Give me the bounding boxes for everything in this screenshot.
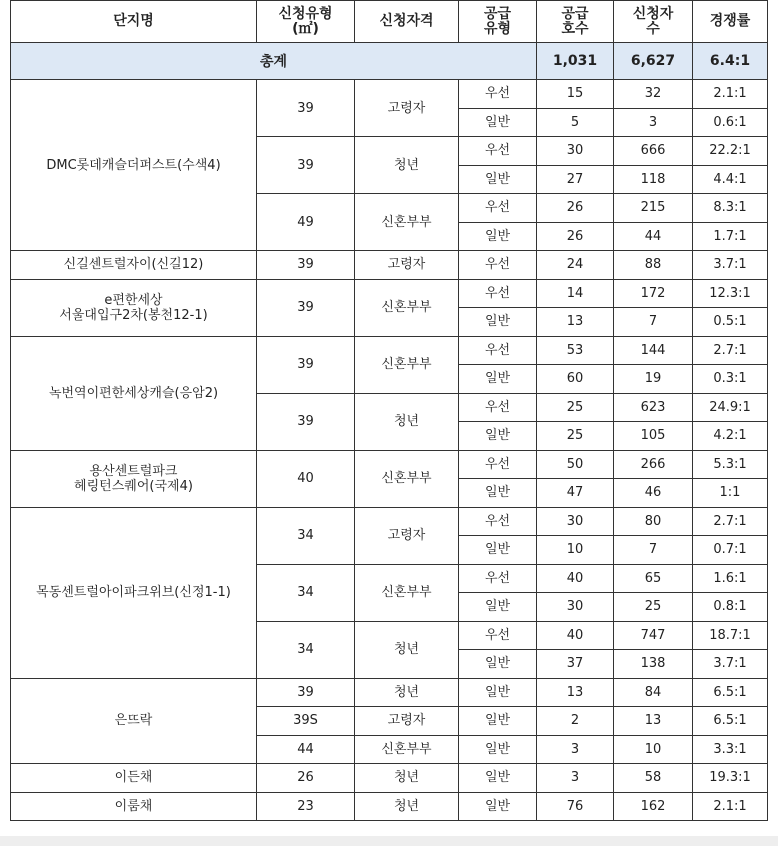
applicants-cell: 32: [614, 80, 693, 109]
supply-type-cell: 일반: [459, 678, 537, 707]
rate-cell: 8.3:1: [693, 194, 768, 223]
applicants-cell: 84: [614, 678, 693, 707]
qualification-cell: 고령자: [355, 251, 459, 280]
supply-type-cell: 우선: [459, 450, 537, 479]
units-cell: 76: [537, 792, 614, 821]
header-supply-type: [459, 1, 537, 43]
total-label: 총계: [11, 43, 537, 80]
applicants-cell: 162: [614, 792, 693, 821]
units-cell: 5: [537, 108, 614, 137]
rate-cell: 3.3:1: [693, 735, 768, 764]
total-rate: 6.4:1: [693, 43, 768, 80]
applicants-cell: 144: [614, 336, 693, 365]
type-cell: 39: [257, 336, 355, 393]
complex-name: [11, 450, 257, 507]
rate-cell: 5.3:1: [693, 450, 768, 479]
applicants-cell: 105: [614, 422, 693, 451]
header-units-line2: 호수: [561, 20, 589, 37]
qualification-cell: 고령자: [355, 507, 459, 564]
applicants-cell: 623: [614, 393, 693, 422]
rate-cell: 0.6:1: [693, 108, 768, 137]
units-cell: 13: [537, 308, 614, 337]
units-cell: 40: [537, 621, 614, 650]
header-supply-line1: 공급: [483, 5, 512, 22]
total-applicants: 6,627: [614, 43, 693, 80]
complex-name-line1: e편한세상: [104, 292, 163, 308]
units-cell: 26: [537, 194, 614, 223]
rate-cell: 3.7:1: [693, 650, 768, 679]
applicants-cell: 46: [614, 479, 693, 508]
supply-type-cell: 우선: [459, 137, 537, 166]
type-cell: 44: [257, 735, 355, 764]
header-applicants: [614, 1, 693, 43]
complex-name: 녹번역이편한세상캐슬(응암2): [11, 336, 257, 450]
complex-name: [11, 279, 257, 336]
type-cell: 34: [257, 507, 355, 564]
rate-cell: 22.2:1: [693, 137, 768, 166]
bottom-scroll-area: [0, 836, 778, 846]
rate-cell: 6.5:1: [693, 707, 768, 736]
table-row: [11, 764, 768, 793]
applicants-cell: 80: [614, 507, 693, 536]
header-complex: 단지명: [11, 1, 257, 43]
supply-type-cell: 우선: [459, 621, 537, 650]
header-type-line1: 신청유형: [278, 5, 333, 22]
units-cell: 3: [537, 735, 614, 764]
units-cell: 37: [537, 650, 614, 679]
units-cell: 2: [537, 707, 614, 736]
header-supply-line2: 유형: [483, 20, 512, 37]
rate-cell: 1:1: [693, 479, 768, 508]
qualification-cell: 청년: [355, 621, 459, 678]
table-row: [11, 792, 768, 821]
applicants-cell: 19: [614, 365, 693, 394]
complex-name-line1: 용산센트럴파크: [89, 463, 178, 479]
type-cell: 23: [257, 792, 355, 821]
units-cell: 24: [537, 251, 614, 280]
header-units-line1: 공급: [561, 5, 589, 22]
applicants-cell: 118: [614, 165, 693, 194]
supply-type-cell: 일반: [459, 222, 537, 251]
rate-cell: 3.7:1: [693, 251, 768, 280]
rate-cell: 2.1:1: [693, 792, 768, 821]
type-cell: 39S: [257, 707, 355, 736]
table-row: [11, 507, 768, 536]
applicants-cell: 65: [614, 564, 693, 593]
units-cell: 40: [537, 564, 614, 593]
supply-type-cell: 우선: [459, 194, 537, 223]
qualification-cell: 고령자: [355, 80, 459, 137]
rate-cell: 4.4:1: [693, 165, 768, 194]
qualification-cell: 신혼부부: [355, 450, 459, 507]
qualification-cell: 고령자: [355, 707, 459, 736]
header-type: [257, 1, 355, 43]
complex-name: 이룸채: [11, 792, 257, 821]
qualification-cell: 청년: [355, 137, 459, 194]
rate-cell: 1.7:1: [693, 222, 768, 251]
units-cell: 47: [537, 479, 614, 508]
type-cell: 40: [257, 450, 355, 507]
type-cell: 39: [257, 80, 355, 137]
applicants-cell: 13: [614, 707, 693, 736]
header-applicants-line1: 신청자: [632, 5, 674, 22]
qualification-cell: 청년: [355, 764, 459, 793]
units-cell: 14: [537, 279, 614, 308]
applicants-cell: 266: [614, 450, 693, 479]
applicants-cell: 25: [614, 593, 693, 622]
rate-cell: 1.6:1: [693, 564, 768, 593]
rate-cell: 2.7:1: [693, 507, 768, 536]
units-cell: 13: [537, 678, 614, 707]
applicants-cell: 88: [614, 251, 693, 280]
table-row: [11, 678, 768, 707]
rate-cell: 2.7:1: [693, 336, 768, 365]
complex-name: DMC롯데캐슬더퍼스트(수색4): [11, 80, 257, 251]
qualification-cell: 청년: [355, 678, 459, 707]
table-row: [11, 336, 768, 365]
header-applicants-line2: 수: [646, 20, 660, 37]
units-cell: 30: [537, 507, 614, 536]
supply-type-cell: 일반: [459, 308, 537, 337]
type-cell: 39: [257, 678, 355, 707]
table-row: [11, 450, 768, 479]
units-cell: 25: [537, 393, 614, 422]
rate-cell: 12.3:1: [693, 279, 768, 308]
supply-type-cell: 우선: [459, 279, 537, 308]
total-units: 1,031: [537, 43, 614, 80]
complex-name: 목동센트럴아이파크위브(신정1-1): [11, 507, 257, 678]
applicants-cell: 44: [614, 222, 693, 251]
supply-type-cell: 일반: [459, 707, 537, 736]
type-cell: 34: [257, 564, 355, 621]
type-cell: 39: [257, 137, 355, 194]
applicants-cell: 747: [614, 621, 693, 650]
supply-type-cell: 일반: [459, 165, 537, 194]
units-cell: 15: [537, 80, 614, 109]
rate-cell: 2.1:1: [693, 80, 768, 109]
complex-name-line2: 헤링턴스퀘어(국제4): [74, 478, 193, 494]
applicants-cell: 215: [614, 194, 693, 223]
applicants-cell: 138: [614, 650, 693, 679]
units-cell: 30: [537, 137, 614, 166]
units-cell: 30: [537, 593, 614, 622]
supply-type-cell: 일반: [459, 593, 537, 622]
supply-type-cell: 우선: [459, 393, 537, 422]
complex-name-line2: 서울대입구2차(봉천12-1): [59, 307, 208, 323]
type-cell: 26: [257, 764, 355, 793]
rate-cell: 19.3:1: [693, 764, 768, 793]
qualification-cell: 신혼부부: [355, 194, 459, 251]
applicants-cell: 3: [614, 108, 693, 137]
supply-type-cell: 일반: [459, 792, 537, 821]
qualification-cell: 청년: [355, 792, 459, 821]
supply-type-cell: 일반: [459, 422, 537, 451]
units-cell: 10: [537, 536, 614, 565]
supply-type-cell: 일반: [459, 108, 537, 137]
supply-type-cell: 일반: [459, 735, 537, 764]
competition-rate-table: [10, 0, 768, 821]
rate-cell: 6.5:1: [693, 678, 768, 707]
table-row: [11, 251, 768, 280]
type-cell: 34: [257, 621, 355, 678]
total-row: [11, 43, 768, 80]
applicants-cell: 58: [614, 764, 693, 793]
applicants-cell: 10: [614, 735, 693, 764]
type-cell: 39: [257, 279, 355, 336]
units-cell: 60: [537, 365, 614, 394]
units-cell: 27: [537, 165, 614, 194]
units-cell: 3: [537, 764, 614, 793]
rate-cell: 0.5:1: [693, 308, 768, 337]
complex-name: 은뜨락: [11, 678, 257, 764]
header-qualification: 신청자격: [355, 1, 459, 43]
rate-cell: 4.2:1: [693, 422, 768, 451]
supply-type-cell: 일반: [459, 536, 537, 565]
applicants-cell: 7: [614, 536, 693, 565]
supply-type-cell: 일반: [459, 365, 537, 394]
type-cell: 49: [257, 194, 355, 251]
type-cell: 39: [257, 393, 355, 450]
supply-type-cell: 일반: [459, 650, 537, 679]
table-row: [11, 80, 768, 109]
supply-type-cell: 우선: [459, 251, 537, 280]
header-row: [11, 1, 768, 43]
units-cell: 53: [537, 336, 614, 365]
units-cell: 26: [537, 222, 614, 251]
rate-cell: 0.7:1: [693, 536, 768, 565]
supply-type-cell: 우선: [459, 336, 537, 365]
supply-type-cell: 일반: [459, 764, 537, 793]
units-cell: 25: [537, 422, 614, 451]
qualification-cell: 청년: [355, 393, 459, 450]
rate-cell: 0.8:1: [693, 593, 768, 622]
rate-cell: 18.7:1: [693, 621, 768, 650]
qualification-cell: 신혼부부: [355, 564, 459, 621]
competition-rate-table-container: [10, 0, 767, 821]
applicants-cell: 666: [614, 137, 693, 166]
rate-cell: 24.9:1: [693, 393, 768, 422]
supply-type-cell: 우선: [459, 80, 537, 109]
qualification-cell: 신혼부부: [355, 336, 459, 393]
applicants-cell: 172: [614, 279, 693, 308]
complex-name: 이든채: [11, 764, 257, 793]
header-units: [537, 1, 614, 43]
type-cell: 39: [257, 251, 355, 280]
qualification-cell: 신혼부부: [355, 735, 459, 764]
applicants-cell: 7: [614, 308, 693, 337]
supply-type-cell: 우선: [459, 564, 537, 593]
supply-type-cell: 일반: [459, 479, 537, 508]
rate-cell: 0.3:1: [693, 365, 768, 394]
table-row: [11, 279, 768, 308]
supply-type-cell: 우선: [459, 507, 537, 536]
qualification-cell: 신혼부부: [355, 279, 459, 336]
header-type-line2: (㎡): [292, 20, 319, 37]
complex-name: 신길센트럴자이(신길12): [11, 251, 257, 280]
units-cell: 50: [537, 450, 614, 479]
header-rate: 경쟁률: [693, 1, 768, 43]
